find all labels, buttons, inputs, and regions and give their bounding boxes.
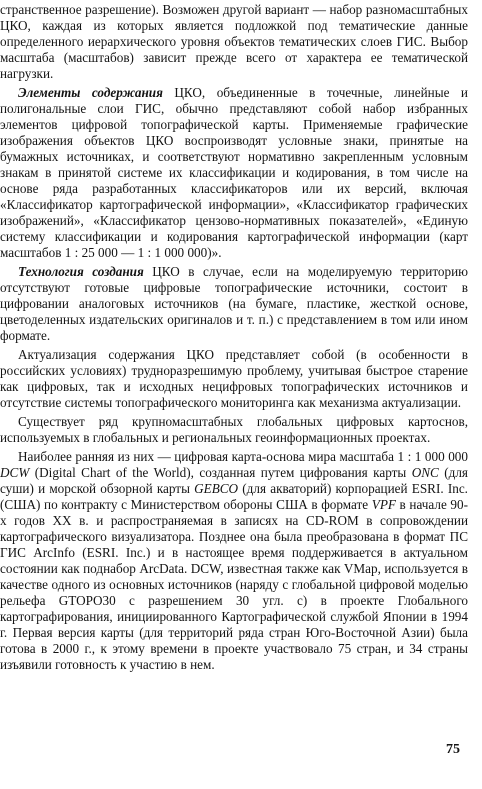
term-technology-of-creation: Технология создания <box>18 264 144 279</box>
paragraph-actualization <box>0 347 468 411</box>
paragraph-elements-text: ЦКО, объединенные в точечные, линейные и полигональные слои ГИС, обычно представляют собой набор избранных элементов цифровой топографической карты. Применяемые графические изображения объектов ЦКО воспроизводят условные знаки, принятые на бумажных источниках, и соответствуют нормативно закрепленным условным знакам в принятой системе их классификации и кодирования, в том числе на основе ряда разработанных классификаторов или их версий, включая «Классификатор картографической информации», «Классификатор графических изображений», «Классификатор цензово-нормативных показателей», «Единую систему классификации и кодирования картографической информации (карт масштабов 1 : 25 000 — 1 : 1 000 000)». <box>0 85 468 260</box>
paragraph-technology <box>0 264 468 344</box>
paragraph-global-maps-text: Существует ряд крупномасштабных глобальных цифровых картоснов, используемых в глобальных и региональных геоинформационных проектах. <box>0 414 468 445</box>
body-text <box>0 2 468 676</box>
paragraph-global-maps <box>0 414 468 446</box>
paragraph-1 <box>0 2 468 82</box>
term-vpf: VPF <box>371 497 396 512</box>
paragraph-dcw-text-3: (для суши) и морской обзорной карты <box>0 465 468 496</box>
term-elements-of-content: Элементы содержания <box>18 85 163 100</box>
paragraph-dcw-text-4: (для акваторий) корпорацией ESRI. Inc. (США) по контракту с Министерством обороны США в формате <box>0 481 468 512</box>
paragraph-dcw-text-2: (Digital Chart of the World), созданная путем цифрования карты <box>29 465 412 480</box>
term-dcw: DCW <box>0 465 30 480</box>
paragraph-1-text: странственное разрешение). Возможен другой вариант — набор разномасштабных ЦКО, каждая из которых является подложкой под тематические данные определенного иерархического уровня объектов тематических слоев ГИС. Выбор масштаба (масштабов) зависит прежде всего от характера ее тематической нагрузки. <box>0 2 468 81</box>
term-gebco: GEBCO <box>194 481 239 496</box>
paragraph-dcw <box>0 449 468 673</box>
paragraph-dcw-text-5: в начале 90-х годов XX в. и распространяемая в записях на CD-ROM в сопровождении картографического визуализатора. Позднее она была преобразована в формат ПС ГИС ArcInfo (ESRI. Inc.) и в настоящее время поддерживается в актуальном состоянии как поднабор ArcData. DCW, известная также как VMap, используется в качестве одного из основных источников (наряду с глобальной цифровой моделью рельефа GTOPO30 с разрешением 30 угл. с) в проекте Глобального картографирования, инициированного Картографической службой Японии в 1994 г. Первая версия карты (для территорий ряда стран Юго-Восточной Азии) была готова в 2000 г., к этому времени в проекте участвовало 75 стран, и 34 страны изъявили готовность к участию в нем. <box>0 497 468 672</box>
page-number: 75 <box>446 742 460 757</box>
paragraph-dcw-text-1: Наиболее ранняя из них — цифровая карта-основа мира масштаба 1 : 1 000 000 <box>18 449 468 464</box>
paragraph-actualization-text: Актуализация содержания ЦКО представляет собой (в особенности в российских условиях) трудноразрешимую проблему, учитывая быстрое старение как цифровых, так и исходных нецифровых топографических источников и отсутствие системы топографического мониторинга как механизма актуализации. <box>0 347 468 410</box>
paragraph-technology-text: ЦКО в случае, если на моделируемую территорию отсутствуют готовые цифровые топографические источники, состоит в цифровании аналоговых источников (на бумаге, пластике, жесткой основе, цветоделенных издательских оригиналов и т. п.) с представлением в том или ином формате. <box>0 264 469 343</box>
term-onc: ONC <box>411 465 439 480</box>
paragraph-elements <box>0 85 468 261</box>
